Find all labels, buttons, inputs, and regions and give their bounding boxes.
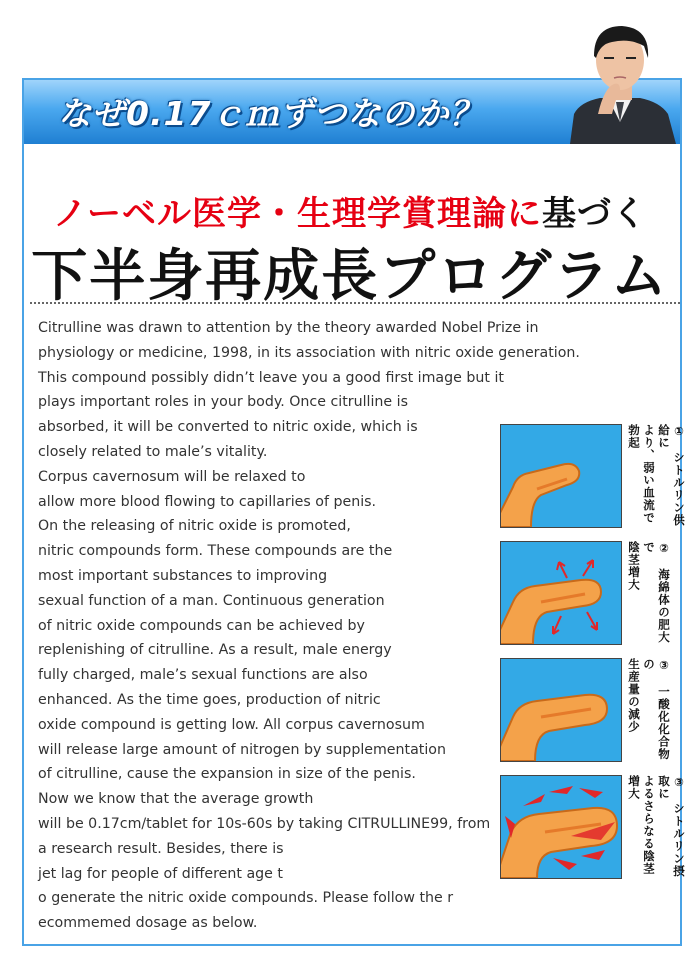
body-line: Now we know that the average growth bbox=[38, 791, 314, 808]
body-line: fully charged, male’s sexual functions are also bbox=[38, 667, 368, 684]
body-line: closely related to male’s vitality. bbox=[38, 443, 268, 460]
body-text bbox=[38, 316, 580, 936]
body-line: plays important roles in your body. Once citrulline is bbox=[38, 394, 408, 411]
illustration-panel-4 bbox=[500, 775, 622, 879]
body-line: oxide compound is getting low. All corpus cavernosum bbox=[38, 716, 425, 733]
body-line: enhanced. As the time goes, production of nitric bbox=[38, 691, 381, 708]
panel-caption-line: ② 海綿体の肥大で bbox=[642, 541, 671, 644]
panel-1-caption bbox=[626, 424, 686, 534]
panel-caption-line: より、弱い血流で勃起 bbox=[627, 424, 656, 524]
body-line: ecommemed dosage as below. bbox=[38, 915, 258, 932]
headline-main: 下半身再成長プログラム bbox=[31, 244, 669, 309]
thinking-man-image bbox=[560, 18, 680, 144]
body-line: absorbed, it will be converted to nitric oxide, which is bbox=[38, 419, 418, 436]
body-line: allow more blood flowing to capillaries of penis. bbox=[38, 493, 377, 510]
body-line: jet lag for people of different age t bbox=[38, 865, 283, 882]
body-line: of citrulline, cause the expansion in size of the penis. bbox=[38, 766, 416, 783]
panel-2-caption bbox=[626, 541, 671, 651]
body-line: most important substances to improving bbox=[38, 567, 328, 584]
panel-caption-line: 陰茎増大 bbox=[627, 541, 641, 591]
illustration-panel-2 bbox=[500, 541, 622, 645]
headline-black-part: 基づく bbox=[541, 194, 647, 234]
banner-title: なぜ0.17ｃｍずつなのか？ bbox=[58, 94, 484, 133]
body-line: Citrulline was drawn to attention by the theory awarded Nobel Prize in bbox=[38, 320, 539, 336]
panel-4-caption bbox=[626, 775, 686, 885]
body-line: o generate the nitric oxide compounds. Please follow the r bbox=[38, 890, 454, 907]
body-line: will release large amount of nitrogen by supplementation bbox=[38, 741, 446, 758]
panel-caption-line: 生産量の減少 bbox=[627, 658, 641, 733]
illustration-panel-3 bbox=[500, 658, 622, 762]
body-line: nitric compounds form. These compounds are the bbox=[38, 543, 393, 560]
body-line: This compound possibly didn’t leave you a good first image but it bbox=[38, 369, 504, 386]
panel-caption-line: ③ シトルリン摂取に bbox=[657, 775, 686, 878]
body-line: Corpus cavernosum will be relaxed to bbox=[38, 468, 306, 485]
illustration-panel-1 bbox=[500, 424, 622, 528]
panel-3-caption bbox=[626, 658, 671, 768]
body-line: of nitric oxide compounds can be achieved by bbox=[38, 617, 365, 634]
panel-caption-line: ① シトルリン供給に bbox=[657, 424, 686, 527]
panel-caption-line: よるさらなる陰茎増大 bbox=[627, 775, 656, 875]
dotted-divider bbox=[30, 302, 680, 304]
body-line: sexual function of a man. Continuous generation bbox=[38, 592, 385, 609]
body-line: a research result. Besides, there is bbox=[38, 840, 284, 857]
headline-red-part: ノーベル医学・生理学賞理論に bbox=[53, 194, 542, 234]
body-line: physiology or medicine, 1998, in its association with nitric oxide generation. bbox=[38, 344, 580, 361]
panel-caption-line: ③ 一酸化化合物の bbox=[642, 658, 671, 761]
body-line: will be 0.17cm/tablet for 10s-60s by taking CITRULLINE99, from bbox=[38, 815, 491, 832]
body-line: replenishing of citrulline. As a result, male energy bbox=[38, 642, 392, 659]
body-line: On the releasing of nitric oxide is promoted, bbox=[38, 518, 351, 535]
headline-subtitle bbox=[0, 186, 700, 235]
